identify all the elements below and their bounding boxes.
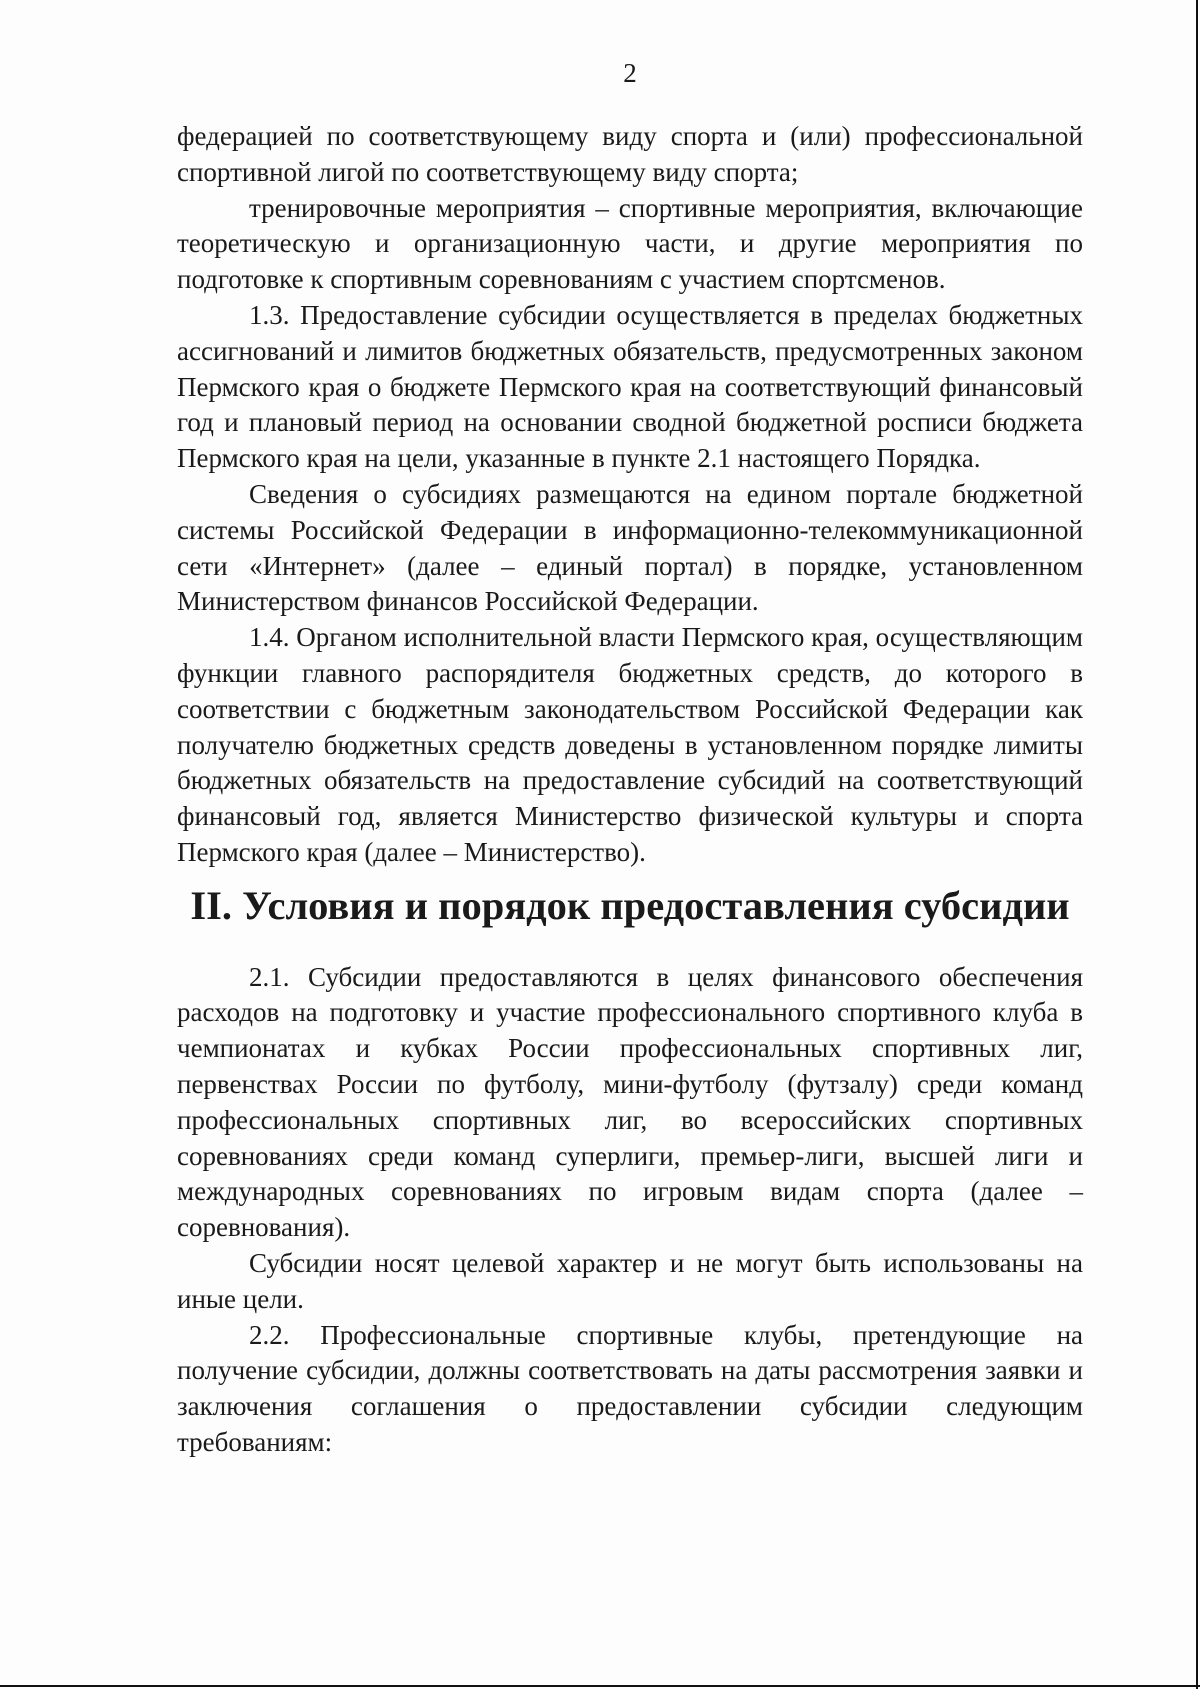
page-number: 2 — [623, 58, 637, 88]
scan-edge-right — [1196, 0, 1198, 1689]
paragraph: Сведения о субсидиях размещаются на едином портале бюджетной системы Российской Федерации в информационно-телекоммуникационной сети «Интернет» (далее – единый портал) в порядке, установленном Министерством финансов Российской Федерации. — [177, 478, 1083, 617]
paragraph: тренировочные мероприятия – спортивные мероприятия, включающие теоретическую и организационную части, и другие мероприятия по подготовке к спортивным соревнованиям с участием спортсменов. — [177, 192, 1083, 295]
paragraph-2-1: 2.1. Субсидии предоставляются в целях финансового обеспечения расходов на подготовку и участие профессионального спортивного клуба в чемпионатах и кубках России профессиональных спортивных лиг, первенствах России по футболу, мини-футболу (футзалу) среди команд профессиональных спортивных лиг, во всероссийских спортивных соревнованиях среди команд суперлиги, премьер-лиги, высшей лиги и международных соревнованиях по игровым видам спорта (далее – соревнования). — [177, 961, 1083, 1243]
paragraph: Субсидии носят целевой характер и не могут быть использованы на иные цели. — [177, 1247, 1083, 1314]
scan-edge-bottom — [0, 1685, 1200, 1687]
paragraph-1-4: 1.4. Органом исполнительной власти Пермского края, осуществляющим функции главного распорядителя бюджетных средств, до которого в соответствии с бюджетным законодательством Российской Федерации как получателю бюджетных средств доведены в установленном порядке лимиты бюджетных обязательств на предоставление субсидий на соответствующий финансовый год, является Министерство физической культуры и спорта Пермского края (далее – Министерство). — [177, 622, 1083, 867]
paragraph-2-2: 2.2. Профессиональные спортивные клубы, претендующие на получение субсидии, должны соответствовать на даты рассмотрения заявки и заключения соглашения о предоставлении субсидии следующим требованиям: — [177, 1319, 1083, 1457]
document-body — [177, 119, 1083, 1461]
paragraph-1-3: 1.3. Предоставление субсидии осуществляется в пределах бюджетных ассигнований и лимитов бюджетных обязательств, предусмотренных законом Пермского края о бюджете Пермского края на соответствующий финансовый год и плановый период на основании сводной бюджетной росписи бюджета Пермского края на цели, указанные в пункте 2.1 настоящего Порядка. — [177, 299, 1083, 474]
paragraph: федерацией по соответствующему виду спорта и (или) профессиональной спортивной лигой по соответствующему виду спорта; — [177, 121, 1083, 187]
section-heading: II. Условия и порядок предоставления субсидии — [190, 882, 1070, 928]
